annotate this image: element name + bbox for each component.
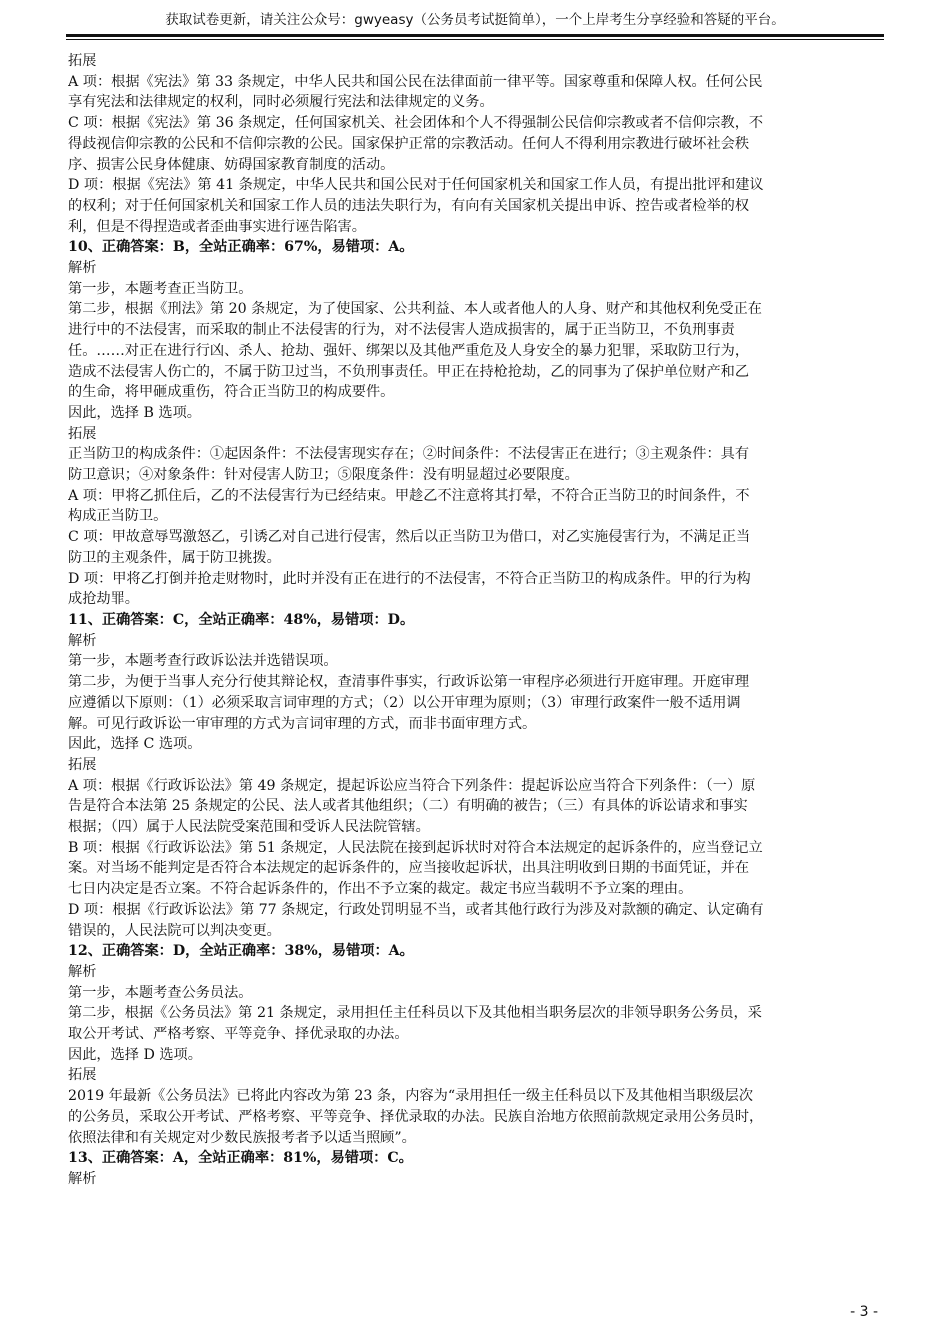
header-rule-thin [66,39,884,40]
text-line: 2019 年最新《公务员法》已将此内容改为第 23 条，内容为“录用担任一级主任科员以下及其他相当职级层次 [68,1088,754,1105]
section-label: 解析 [68,260,97,277]
text-line: 因此，选择 D 选项。 [68,1046,202,1063]
text-line: 任。……对正在进行行凶、杀人、抢劫、强奸、绑架以及其他严重危及人身安全的暴力犯罪，采取防卫行为， [68,342,750,359]
text-line: 应遵循以下原则：（1）必须采取言词审理的方式；（2）以公开审理为原则；（3）审理行政案件一般不适用调 [68,694,741,711]
text-line: 序、损害公民身体健康、妨碍国家教育制度的活动。 [68,156,395,173]
text-line: 因此，选择 B 选项。 [68,404,201,421]
text-line: 根据；（四）属于人民法院受案范围和受诉人民法院管辖。 [68,819,430,836]
text-line: 进行中的不法侵害，而采取的制止不法侵害的行为，对不法侵害人造成损害的，属于正当防卫，不负刑事责 [68,322,735,339]
text-line: 防卫意识；④对象条件：针对侵害人防卫；⑤限度条件：没有明显超过必要限度。 [68,467,579,484]
text-line: 第二步，为便于当事人充分行使其辩论权，查清事件事实，行政诉讼第一审程序必须进行开庭审理。开庭审理 [68,674,750,691]
section-label: 解析 [68,632,97,649]
text-line: 取公开考试、严格考察、平等竞争、择优录取的办法。 [68,1026,409,1043]
section-label: 拓展 [68,53,97,69]
text-line: 利，但是不得捏造或者歪曲事实进行诬告陷害。 [68,218,366,235]
page-header: 获取试卷更新，请关注公众号：gwyeasy（公务员考试挺简单），一个上岸考生分享经验和答疑的平台。 [165,12,785,28]
text-line: D 项：根据《宪法》第 41 条规定，中华人民共和国公民对于任何国家机关和国家工作人员，有提出批评和建议 [68,177,764,194]
text-line: C 项：根据《宪法》第 36 条规定，任何国家机关、社会团体和个人不得强制公民信仰宗教或者不信仰宗教，不 [68,115,764,132]
text-line: 的生命，将甲砸成重伤，符合正当防卫的构成要件。 [68,384,395,401]
text-line: B 项：根据《行政诉讼法》第 51 条规定，人民法院在接到起诉状时对符合本法规定的起诉条件的，应当登记立 [68,839,763,856]
text-line: 案。对当场不能判定是否符合本法规定的起诉条件的，应当接收起诉状，出具注明收到日期的书面凭证，并在 [68,860,750,877]
answer-line: 11、正确答案：C，全站正确率：48%，易错项：D。 [68,611,415,628]
section-label: 解析 [68,1170,97,1187]
text-line: 七日内决定是否立案。不符合起诉条件的，作出不予立案的裁定。裁定书应当载明不予立案的理由。 [68,881,693,898]
page-number: - 3 - [850,1304,878,1320]
text-line: 享有宪法和法律规定的权利，同时必须履行宪法和法律规定的义务。 [68,94,494,111]
text-line: 防卫的主观条件，属于防卫挑拨。 [68,549,281,566]
text-line: 解。可见行政诉讼一审审理的方式为言词审理的方式，而非书面审理方式。 [68,715,537,732]
text-line: A 项：甲将乙抓住后，乙的不法侵害行为已经结束。甲趁乙不注意将其打晕，不符合正当防卫的时间条件，不 [68,487,750,504]
text-line: 第二步，根据《公务员法》第 21 条规定，录用担任主任科员以下及其他相当职务层次的非领导职务公务员，采 [68,1005,762,1022]
text-line: D 项：根据《行政诉讼法》第 77 条规定，行政处罚明显不当，或者其他行政行为涉及对款额的确定、认定确有 [68,901,764,918]
text-line: 因此，选择 C 选项。 [68,736,202,753]
text-line: 造成不法侵害人伤亡的，不属于防卫过当，不负刑事责任。甲正在持枪抢劫，乙的同事为了保护单位财产和乙 [68,363,750,380]
header-rule-thick [66,34,884,37]
text-line: 第二步，根据《刑法》第 20 条规定，为了使国家、公共利益、本人或者他人的人身、财产和其他权利免受正在 [68,301,762,318]
text-line: D 项：甲将乙打倒并抢走财物时，此时并没有正在进行的不法侵害，不符合正当防卫的构成条件。甲的行为构 [68,570,751,587]
text-line: C 项：甲故意辱骂激怒乙，引诱乙对自己进行侵害，然后以正当防卫为借口，对乙实施侵害行为，不满足正当 [68,529,751,546]
text-line: 构成正当防卫。 [68,508,168,525]
answer-line: 12、正确答案：D，全站正确率：38%，易错项：A。 [68,943,414,960]
section-label: 拓展 [68,425,97,442]
text-line: 的公务员，采取公开考试、严格考察、平等竞争、择优录取的办法。民族自治地方依照前款规定录用公务员时， [68,1108,764,1125]
text-line: 依照法律和有关规定对少数民族报考者予以适当照顾”。 [68,1129,416,1146]
text-line: 得歧视信仰宗教的公民和不信仰宗教的公民。国家保护正常的宗教活动。任何人不得利用宗教进行破坏社会秩 [68,135,750,152]
text-line: 的权利；对于任何国家机关和国家工作人员的违法失职行为，有向有关国家机关提出申诉、控告或者检举的权 [68,197,750,214]
text-line: 正当防卫的构成条件：①起因条件：不法侵害现实存在；②时间条件：不法侵害正在进行；③主观条件：具有 [68,446,750,463]
text-line: A 项：根据《行政诉讼法》第 49 条规定，提起诉讼应当符合下列条件：提起诉讼应当符合下列条件：（一）原 [68,777,756,794]
text-line: 第一步，本题考查公务员法。 [68,984,253,1001]
section-label: 拓展 [68,756,97,773]
text-line: 第一步，本题考查行政诉讼法并选错误项。 [68,653,338,670]
answer-line: 13、正确答案：A，全站正确率：81%，易错项：C。 [68,1150,413,1167]
text-line: 告是符合本法第 25 条规定的公民、法人或者其他组织；（二）有明确的被告；（三）有具体的诉讼请求和事实 [68,798,748,815]
section-label: 解析 [68,963,97,980]
text-line: 错误的，人民法院可以判决变更。 [68,922,281,939]
document-body [68,51,876,1190]
answer-line: 10、正确答案：B，全站正确率：67%，易错项：A。 [68,239,414,256]
section-label: 拓展 [68,1067,97,1084]
text-line: 成抢劫罪。 [68,591,139,608]
text-line: 第一步，本题考查正当防卫。 [68,280,253,297]
text-line: A 项：根据《宪法》第 33 条规定，中华人民共和国公民在法律面前一律平等。国家尊重和保障人权。任何公民 [68,73,763,90]
